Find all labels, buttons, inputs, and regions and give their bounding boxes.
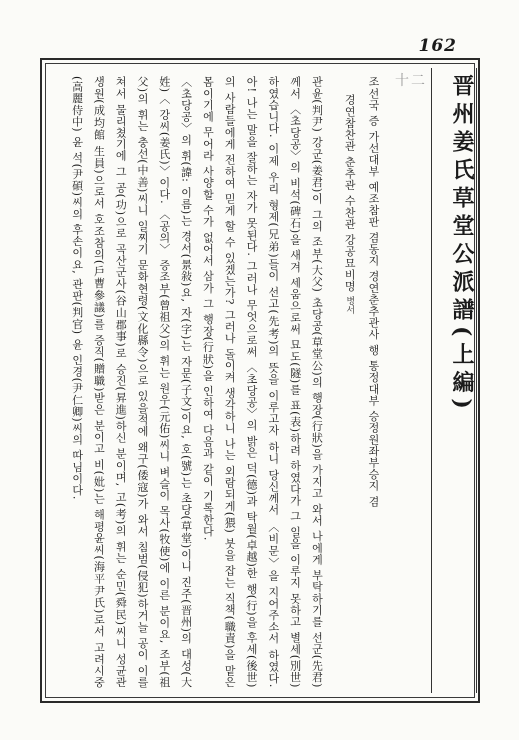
book-title-volume: (上編) [449,326,475,415]
paragraph-1: 관윤(判尹) 강군(姜君)이 그의 조부(大父) 초당공(草堂公)의 행장(行狀)을 가지고 와서 나에게 부탁하기를 선군(先君)께서 〈초당공〉의 비석(碑石)을 새겨 세움으로써 묘도(隧)를 표(表)하려 하였다가 그 일을 이루지 못하고 별세(別世)하였습니다. 이제 우리 형제(兄弟)들이 선고(先考)의 뜻을 이루고자 하니 당신께서 〈비문〉을 지어주소서 하였다. 아! 나는 말을 잘하는 자가 못된다. 그러나 무엇으로써 〈초당공〉의 밝은 덕(德)과 탁월(卓越)한 행(行)을 후세(後世)의 사람들에게 전하여 믿게 할 수 있겠는가? 그러나 돌이켜 생각하니 나는 외람되게(猥) 붓을 잡는 직책(職責)을 맡은 몸이기에 무어라 사양할 수가 없어서 삼가 그 행장(行狀)을 인하여 다음과 같이 기록한다. [201,76,324,688]
book-title-text: 晋州姜氏草堂公派譜 [449,74,475,326]
paragraph-2: 〈초당공〉의 휘(諱: 이름)는 경서(景敍)요, 자(字)는 자문(子文)이요, 호(號)는 초당(草堂)이니 진주(晋州)의 대성(大姓)〈 강씨(姜氏)〉이다. 〈공의〉 증조부(曾祖父)의 휘는 원우(元佑)씨니 벼슬이 목사(牧使)에 이른 분이요, 조부(祖父)의 휘는 충선(中善)씨니 일찌기 문화현령(文化縣令)으로 있을적에 왜구(倭寇)가 와서 침범(侵犯)하거늘 공이 이를 쳐서 물리쳤기에 그 공(功)으로 곡산군사(谷山郡事)로 승진(昇進)하신 분이며, 고(考)의 휘는 순민(舜民)씨니 성균관 생원(成均館 生員)으로서 호조참의(戶曹參議)를 증직(贈職)받은 분이고 비(妣)는 해평윤씨(海平尹氏)로서 고려시중(高麗侍中) 윤 석(尹碩)씨의 후손이요, 관판(判官) 윤 인경(尹仁卿)씨의 따님이다. [70,76,193,688]
epitaph-heading-2 [337,76,360,688]
page-number: 162 [418,36,457,56]
epitaph-heading-1: 조선국 증 가선대부 예조참판 겸동지 경연춘추관사 행 통정대부 승정원좌부승지 겸 [367,76,380,508]
chapter-numeral: 十二 [395,73,427,89]
book-title [432,74,478,544]
body-text [56,76,384,688]
epitaph-heading-2-text: 경연참찬관 춘추관 수찬관 강공묘비명 [343,94,357,292]
epitaph-heading-note: 병서 [344,296,355,314]
book-title-column [431,68,477,693]
